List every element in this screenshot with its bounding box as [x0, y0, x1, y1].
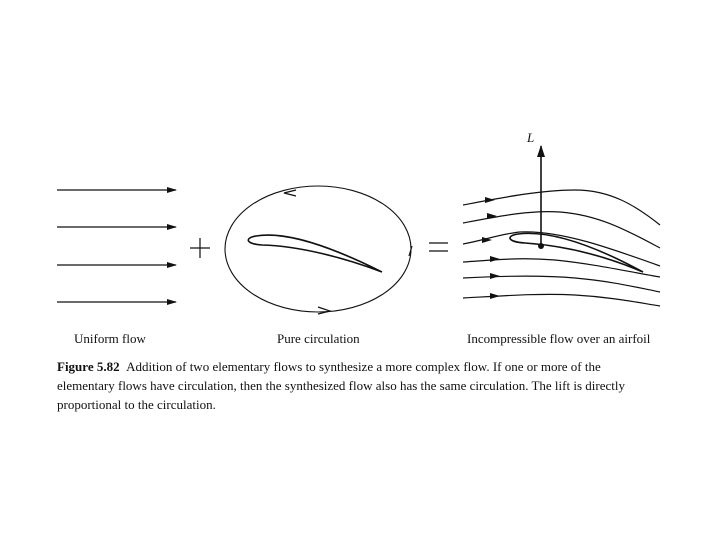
plus-sign [190, 238, 210, 258]
airfoil-streamline [463, 276, 660, 292]
circulation-arrow [284, 190, 296, 196]
airfoil-shape [248, 235, 382, 272]
streamline-arrows [482, 197, 500, 299]
circulation-arrow [318, 307, 330, 314]
caption-text: Addition of two elementary flows to synthesize a more complex flow. If one or more of the elementary flows have circulation, then the synthesized flow also has the same circulation. The lift is directly proportional to the circulation. [57, 359, 625, 412]
airfoil-flow-label: Incompressible flow over an airfoil [467, 331, 651, 346]
equals-sign [429, 243, 448, 251]
uniform-flow-label: Uniform flow [74, 331, 146, 346]
airfoil-streamline [463, 190, 660, 225]
pure-circulation-label: Pure circulation [277, 331, 360, 346]
uniform-flow-diagram [57, 190, 176, 302]
lift-label: L [527, 130, 535, 145]
airfoil-flow-diagram [463, 146, 660, 306]
figure-number: Figure 5.82 [57, 359, 120, 374]
lift-point [538, 243, 544, 249]
figure-caption [57, 357, 657, 414]
circulation-ellipse [225, 186, 411, 312]
circulation-diagram [225, 186, 412, 314]
